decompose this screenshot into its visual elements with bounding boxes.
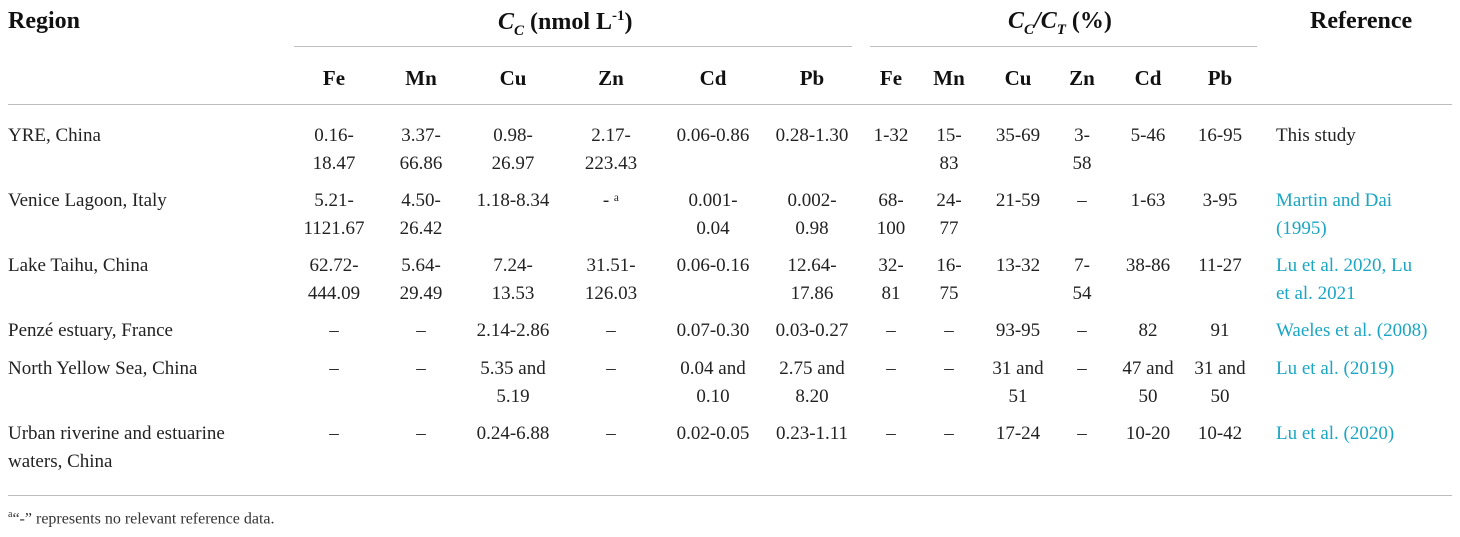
value-cell-line: 4.50- [401,190,441,211]
value-cell [1057,355,1107,383]
value-cell [924,187,974,243]
value-cell-line: 29.49 [399,283,443,304]
value-cell-line: 47 and [1122,358,1174,379]
cc-group-rule [294,46,852,47]
value-cell [866,122,916,150]
value-cell [1185,252,1255,280]
value-cell [1185,317,1255,345]
reference-cell-line: Lu et al. (2019) [1276,358,1395,379]
value-cell [866,187,916,243]
value-cell [1057,317,1107,345]
value-cell [978,252,1058,280]
value-cell-line: 31 and [992,358,1044,379]
value-cell [561,420,661,448]
subheader-pb-ratio: Pb [1207,66,1233,90]
ratio-denominator-sub: T [1056,21,1066,38]
value-cell [762,252,862,308]
value-cell [561,355,661,383]
value-cell [1185,122,1255,150]
value-cell [978,187,1058,215]
cc-subscript: C [514,22,525,39]
value-cell-line: 50 [1210,386,1230,407]
value-cell [1113,317,1183,345]
value-cell [663,187,763,243]
value-cell [381,420,461,448]
table-bottom-rule [8,495,1452,496]
ratio-header [1008,8,1112,39]
value-cell [663,420,763,448]
value-cell-line: – [606,423,616,444]
value-cell-line: – [1077,320,1087,341]
ratio-unit: (%) [1065,8,1112,34]
cc-header [498,8,633,40]
value-cell-line: 31.51- [586,255,636,276]
region-cell-line: Penzé estuary, France [8,320,173,341]
header-rule [8,104,1452,105]
value-cell [463,317,563,345]
value-cell-line: 223.43 [584,153,638,174]
value-cell [1057,187,1107,215]
value-cell-line: 7- [1074,255,1090,276]
value-cell [663,122,763,150]
value-cell-line: 77 [939,218,959,239]
value-cell-line: 62.72- [309,255,359,276]
value-cell [381,252,461,308]
value-cell [762,317,862,345]
value-cell [289,355,379,383]
region-cell-line: waters, China [8,451,113,472]
value-cell [289,420,379,448]
value-cell [924,252,974,308]
value-cell-line: 0.23-1.11 [775,423,849,444]
reference-cell-line: This study [1276,125,1356,146]
reference-cell-line: Lu et al. 2020, Lu [1276,255,1413,276]
value-cell-line: 50 [1138,386,1158,407]
value-cell-line: – [416,358,426,379]
value-cell-line: – [886,423,896,444]
reference-cell[interactable] [1276,317,1456,345]
reference-cell [1276,122,1456,150]
value-cell [463,252,563,308]
region-cell [8,187,288,215]
value-cell [924,420,974,448]
value-cell [866,420,916,448]
region-header: Region [8,8,80,34]
reference-header: Reference [1310,8,1413,34]
value-cell-line: 51 [1008,386,1028,407]
value-cell-line: – [329,320,339,341]
value-cell [866,252,916,308]
ratio-denominator: C [1040,8,1057,34]
value-cell [289,122,379,178]
value-cell-line: – [944,358,954,379]
value-cell [381,317,461,345]
subheader-pb-cc: Pb [799,66,825,90]
value-cell [463,122,563,178]
value-cell-line: – [329,358,339,379]
cc-symbol: C [498,9,515,35]
value-cell [663,355,763,411]
value-cell-line: 100 [876,218,906,239]
value-cell [866,317,916,345]
value-cell [1185,187,1255,215]
value-cell-line: 54 [1072,283,1092,304]
value-cell [663,317,763,345]
value-cell-line: – [944,423,954,444]
value-cell-line: 2.75 and [779,358,845,379]
ratio-group-rule [870,46,1257,47]
footnote [8,509,275,528]
value-cell-line: 93-95 [995,320,1041,341]
value-cell [924,355,974,383]
value-cell [1113,355,1183,411]
value-cell [381,122,461,178]
value-cell [381,187,461,243]
region-cell-line: Urban riverine and estuarine [8,423,225,444]
table-row [0,252,1460,314]
value-cell-line: 75 [939,283,959,304]
reference-cell[interactable] [1276,355,1456,383]
value-cell-line: 16- [936,255,962,276]
value-cell-line: 16-95 [1197,125,1243,146]
value-cell [289,187,379,243]
value-cell-line: – [1077,423,1087,444]
subheader-fe-ratio: Fe [879,66,903,90]
subheader-cu-ratio: Cu [1004,66,1032,90]
value-cell-line: 2.14-2.86 [476,320,550,341]
value-cell-line: 0.03-0.27 [775,320,849,341]
value-cell [1057,420,1107,448]
value-cell [1113,122,1183,150]
value-cell [866,355,916,383]
value-cell-line: 0.04 and [680,358,746,379]
region-cell-line: Lake Taihu, China [8,255,149,276]
cc-unit: (nmol L [524,9,613,35]
value-cell-line: 15- [936,125,962,146]
subheader-zn-ratio: Zn [1069,66,1095,90]
reference-cell[interactable] [1276,187,1456,243]
value-cell-line: 8.20 [795,386,829,407]
value-cell-line: 24- [936,190,962,211]
cc-unit-exponent: -1 [612,8,625,24]
region-cell [8,122,288,150]
value-cell-line: 11-27 [1198,255,1242,276]
value-cell-line: 32- [878,255,904,276]
value-cell-line: 0.02-0.05 [676,423,750,444]
table-row [0,122,1460,184]
value-cell [1113,420,1183,448]
value-cell [561,317,661,345]
value-cell-line: 3.37- [401,125,441,146]
value-cell [463,355,563,411]
reference-cell-line: et al. 2021 [1276,283,1356,304]
value-cell-line: 0.28-1.30 [775,125,849,146]
value-cell [663,252,763,280]
value-cell-line: 82 [1138,320,1158,341]
value-cell-line: 0.06-0.16 [676,255,750,276]
value-cell [1113,252,1183,280]
value-cell [289,252,379,308]
value-cell-line: 81 [881,283,901,304]
value-cell-line: 12.64- [787,255,837,276]
subheader-mn-ratio: Mn [933,66,965,90]
value-cell [463,187,563,215]
value-cell-line: 26.97 [491,153,535,174]
value-cell-line: 5-46 [1130,125,1166,146]
value-cell-line: – [416,423,426,444]
value-cell-line: 13.53 [491,283,535,304]
value-cell-line: 0.98- [493,125,533,146]
ratio-slash: / [1034,8,1041,34]
value-cell [762,420,862,448]
value-cell [381,355,461,383]
value-cell [978,355,1058,411]
value-cell-line: – [416,320,426,341]
value-cell [561,187,661,215]
value-cell-line: – [1077,358,1087,379]
region-cell [8,252,288,280]
value-cell-line: 66.86 [399,153,443,174]
subheader-fe-cc: Fe [322,66,346,90]
value-cell-line: – [886,358,896,379]
reference-cell-line: Lu et al. (2020) [1276,423,1395,444]
reference-cell[interactable] [1276,420,1456,448]
value-cell [561,252,661,308]
value-cell [289,317,379,345]
value-cell-line: 3-95 [1202,190,1238,211]
value-cell-line: 38-86 [1125,255,1171,276]
value-cell [1057,122,1107,178]
value-cell-line: 1.18-8.34 [476,190,550,211]
value-cell-line: 7.24- [493,255,533,276]
reference-cell-line: (1995) [1276,218,1327,239]
value-cell [924,122,974,178]
region-cell [8,355,288,383]
value-cell-line: 5.64- [401,255,441,276]
value-cell [762,122,862,150]
value-cell-line: 21-59 [995,190,1041,211]
value-cell [762,187,862,243]
table-row [0,420,1460,482]
value-cell-line: 0.98 [795,218,829,239]
value-cell [561,122,661,178]
value-cell-line: 18.47 [312,153,356,174]
value-cell-line: – [1077,190,1087,211]
reference-cell[interactable] [1276,252,1456,308]
region-cell [8,317,288,345]
value-cell [1113,187,1183,215]
value-cell-line: 0.16- [314,125,354,146]
value-cell [978,420,1058,448]
subheader-mn-cc: Mn [405,66,437,90]
value-cell [978,122,1058,150]
region-cell-line: YRE, China [8,125,101,146]
footnote-text: “-” represents no relevant reference data. [12,510,275,528]
value-cell-line: 2.17- [591,125,631,146]
value-cell-line: 35-69 [995,125,1041,146]
subheader-zn-cc: Zn [598,66,624,90]
value-cell-line: 0.002- [787,190,837,211]
subheader-cd-ratio: Cd [1134,66,1162,90]
value-cell-line: – [944,320,954,341]
value-cell-line: 13-32 [995,255,1041,276]
value-cell-line: 83 [939,153,959,174]
value-cell-line: - ᵃ [602,190,620,211]
value-cell-line: 91 [1210,320,1230,341]
value-cell [1185,355,1255,411]
subheader-cd-cc: Cd [699,66,727,90]
cc-unit-close: ) [624,9,633,35]
ratio-numerator-sub: C [1024,21,1035,38]
region-cell-line: North Yellow Sea, China [8,358,198,379]
reference-cell-line: Waeles et al. (2008) [1276,320,1428,341]
value-cell-line: 58 [1072,153,1092,174]
value-cell-line: 10-20 [1125,423,1171,444]
value-cell-line: 26.42 [399,218,443,239]
table-row [0,355,1460,417]
value-cell-line: 1-32 [873,125,909,146]
value-cell-line: 0.24-6.88 [476,423,550,444]
value-cell-line: 68- [878,190,904,211]
value-cell [463,420,563,448]
reference-cell-line: Martin and Dai [1276,190,1393,211]
value-cell-line: 5.35 and [480,358,546,379]
footnote-marker: a [8,509,13,520]
value-cell-line: 17-24 [995,423,1041,444]
value-cell-line: 10-42 [1197,423,1243,444]
value-cell-line: 3- [1074,125,1090,146]
value-cell-line: 17.86 [790,283,834,304]
value-cell-line: – [606,320,616,341]
subheader-cu-cc: Cu [499,66,527,90]
value-cell [924,317,974,345]
value-cell [762,355,862,411]
value-cell-line: – [606,358,616,379]
value-cell-line: 0.07-0.30 [676,320,750,341]
value-cell [1185,420,1255,448]
value-cell-line: 1-63 [1130,190,1166,211]
region-cell-line: Venice Lagoon, Italy [8,190,167,211]
value-cell [1057,252,1107,308]
value-cell-line: 126.03 [584,283,638,304]
value-cell-line: – [329,423,339,444]
value-cell-line: 0.04 [696,218,730,239]
value-cell-line: 444.09 [307,283,361,304]
value-cell-line: 0.06-0.86 [676,125,750,146]
value-cell-line: 31 and [1194,358,1246,379]
value-cell-line: – [886,320,896,341]
ratio-numerator: C [1008,8,1025,34]
region-cell [8,420,288,476]
table-row [0,187,1460,249]
value-cell-line: 0.10 [696,386,730,407]
value-cell [978,317,1058,345]
value-cell-line: 5.21- [314,190,354,211]
value-cell-line: 0.001- [688,190,738,211]
value-cell-line: 1121.67 [303,218,365,239]
value-cell-line: 5.19 [496,386,530,407]
